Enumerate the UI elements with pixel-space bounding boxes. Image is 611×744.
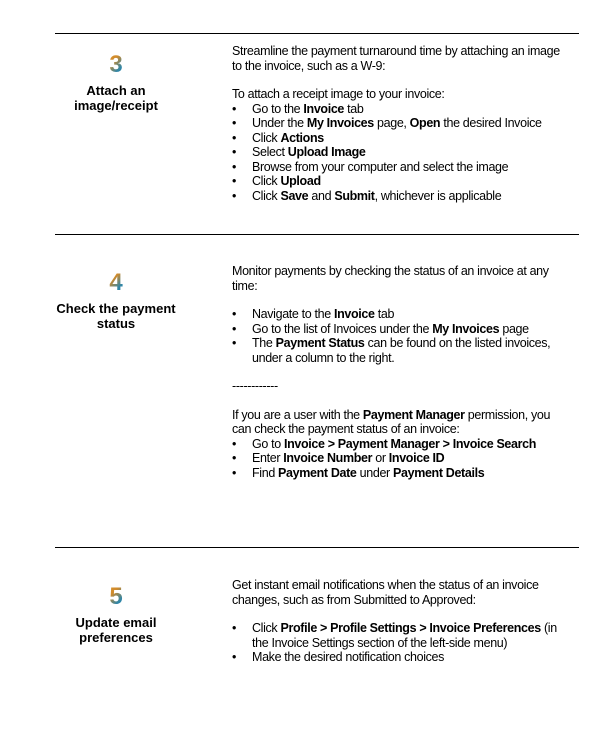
list-item: • Click Actions [232, 131, 568, 146]
list-item: • Select Upload Image [232, 145, 568, 160]
step-4-list [232, 307, 568, 365]
list-item: • The Payment Status can be found on the listed invoices, under a column to the right. [232, 336, 568, 365]
list-item: • Go to the list of Invoices under the My Invoices page [232, 322, 568, 337]
step-title: Check the payment status [56, 301, 176, 331]
step-5-list [232, 621, 568, 665]
step-intro: Streamline the payment turnaround time by attaching an image to the invoice, such as a W-9: [232, 44, 560, 73]
divider-top [55, 33, 579, 34]
step-title: Update email preferences [75, 615, 157, 645]
step-4-list-2 [232, 437, 568, 481]
step-3-body [232, 44, 568, 203]
list-item: • Make the desired notification choices [232, 650, 568, 665]
step-5-body [232, 578, 568, 665]
divider [55, 547, 579, 548]
step-number: 5 [55, 584, 177, 610]
list-item: • Find Payment Date under Payment Details [232, 466, 568, 481]
step-5-header [55, 584, 177, 645]
step-title: Attach an image/receipt [74, 83, 158, 113]
list-item: • Under the My Invoices page, Open the desired Invoice [232, 116, 568, 131]
list-item: • Navigate to the Invoice tab [232, 307, 568, 322]
list-item: • Browse from your computer and select the image [232, 160, 568, 175]
step-4-body [232, 264, 568, 480]
step-3-list [232, 102, 568, 204]
list-item: • Click Upload [232, 174, 568, 189]
list-item: • Click Save and Submit, whichever is applicable [232, 189, 568, 204]
step-subintro: To attach a receipt image to your invoice: [232, 87, 445, 101]
list-item: • Enter Invoice Number or Invoice ID [232, 451, 568, 466]
divider [55, 234, 579, 235]
step-3-header [55, 52, 177, 113]
step-intro: Monitor payments by checking the status of an invoice at any time: [232, 264, 549, 293]
step-4-header [55, 270, 177, 331]
step-intro-2: If you are a user with the Payment Manager permission, you can check the payment status of an invoice: [232, 407, 551, 436]
separator: ------------ [232, 379, 278, 393]
list-item: • Click Profile > Profile Settings > Invoice Preferences (in the Invoice Settings section of the left-side menu) [232, 621, 568, 650]
list-item: • Go to Invoice > Payment Manager > Invoice Search [232, 437, 568, 452]
step-intro: Get instant email notifications when the status of an invoice changes, such as from Submitted to Approved: [232, 578, 539, 607]
list-item: • Go to the Invoice tab [232, 102, 568, 117]
step-number: 3 [55, 52, 177, 78]
step-number: 4 [55, 270, 177, 296]
